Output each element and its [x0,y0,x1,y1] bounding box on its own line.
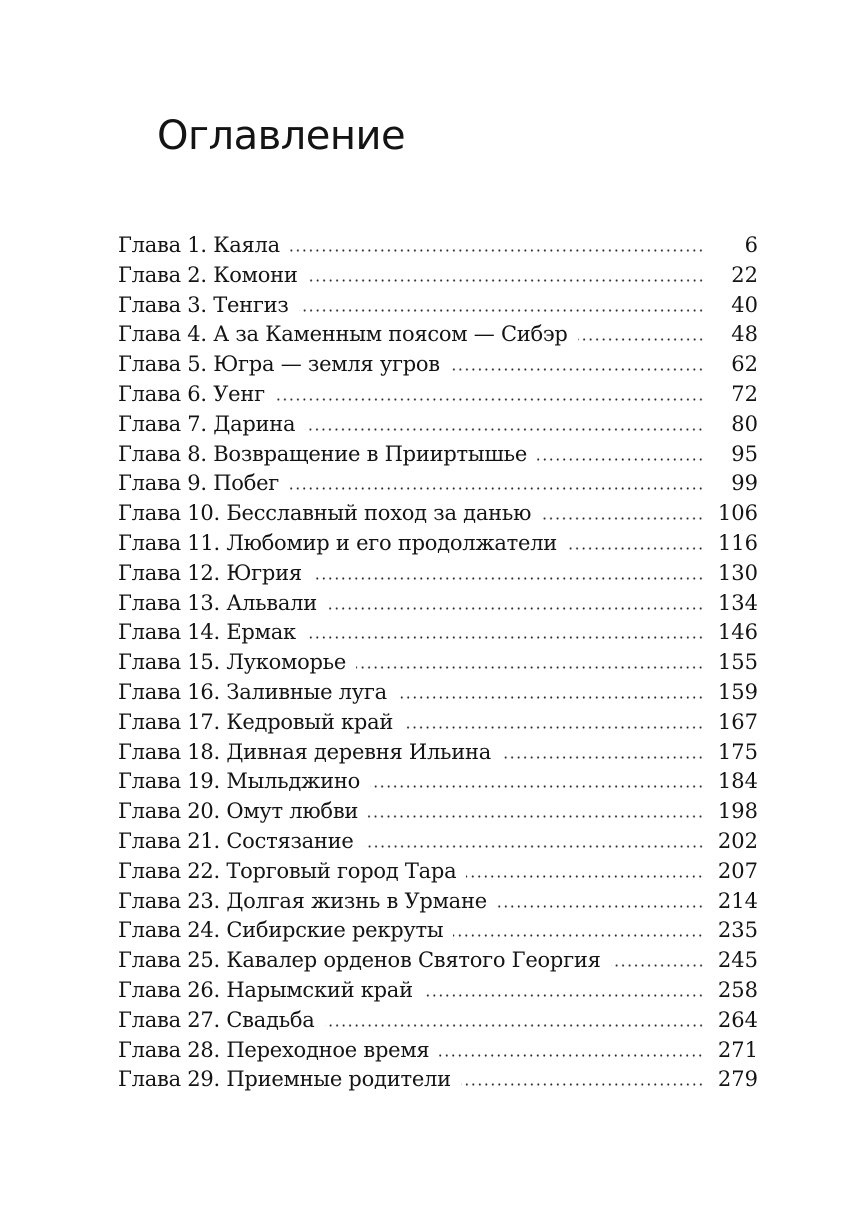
toc-entry-title: Глава 14. Ермак [118,620,296,645]
toc-entry [118,767,758,797]
toc-entry [118,1065,758,1095]
dot-leader [299,309,704,312]
dot-leader [439,1054,704,1057]
toc-entry-page-number: 146 [717,620,758,645]
toc-entry-title: Глава 26. Нарымский край [118,977,413,1002]
dot-leader [403,726,704,729]
toc-entry-page-number: 235 [717,918,758,943]
toc-entry-page-number: 95 [731,441,758,466]
dot-leader [275,398,704,401]
toc-entry [118,916,758,946]
toc-entry-page-number: 62 [731,352,758,377]
toc-entry-title: Глава 25. Кавалер орденов Святого Георгия [118,948,601,973]
toc-entry-title: Глава 10. Бесславный поход за данью [118,501,532,526]
dot-leader [501,756,704,759]
toc-entry-title: Глава 16. Заливные луга [118,679,387,704]
dot-leader [611,964,704,967]
toc-entry-page-number: 202 [717,828,758,853]
toc-entry [118,380,758,410]
page-title: Оглавление [157,113,406,159]
toc-entry-page-number: 40 [731,292,758,317]
toc-entry [118,976,758,1006]
toc-entry-title: Глава 1. Каяла [118,233,280,257]
dot-leader [289,487,704,490]
toc-entry-page-number: 80 [731,411,758,436]
toc-entry [118,469,758,499]
dot-leader [290,249,704,252]
toc-entry [118,857,758,887]
toc-entry-page-number: 279 [717,1067,758,1092]
toc-entry-page-number: 198 [717,799,758,824]
toc-entry-page-number: 184 [717,769,758,794]
toc-entry-page-number: 116 [717,530,758,555]
toc-entry-title: Глава 24. Сибирские рекруты [118,918,444,943]
dot-leader [461,1083,704,1086]
toc-entry-title: Глава 21. Состязание [118,828,354,853]
dot-leader [466,875,704,878]
toc-entry-page-number: 264 [717,1007,758,1032]
dot-leader [308,279,704,282]
dot-leader [497,905,704,908]
toc-entry-page-number: 48 [731,322,758,347]
dot-leader [368,815,704,818]
toc-entry-title: Глава 9. Побег [118,471,280,496]
toc-entry [118,291,758,321]
toc-entry [118,1006,758,1036]
toc-entry-title: Глава 2. Комони [118,262,298,287]
dot-leader [541,517,704,520]
dot-leader [306,636,704,639]
dot-leader [567,547,704,550]
dot-leader [397,696,704,699]
toc-entry [118,827,758,857]
toc-entry-title: Глава 13. Альвали [118,590,317,615]
toc-entry [118,499,758,529]
dot-leader [537,458,704,461]
toc-entry-page-number: 6 [744,233,758,257]
toc-entry [118,261,758,291]
toc-entry-page-number: 155 [717,650,758,675]
toc-entry-page-number: 258 [717,977,758,1002]
dot-leader [578,338,704,341]
dot-leader [305,428,704,431]
toc-entry-page-number: 22 [731,262,758,287]
toc-entry [118,440,758,470]
toc-entry [118,231,758,261]
toc-entry-title: Глава 27. Свадьба [118,1007,315,1032]
toc-entry-title: Глава 4. А за Каменным поясом — Сибэр [118,322,568,347]
toc-entry [118,559,758,589]
dot-leader [325,1024,704,1027]
toc-entry [118,1036,758,1066]
toc-entry-page-number: 214 [717,888,758,913]
dot-leader [327,607,704,610]
toc-entry-page-number: 106 [717,501,758,526]
toc-entry [118,946,758,976]
toc-entry [118,589,758,619]
toc-entry-title: Глава 5. Югра — земля угров [118,352,440,377]
toc-entry-title: Глава 11. Любомир и его продолжатели [118,530,558,555]
toc-entry-title: Глава 23. Долгая жизнь в Урмане [118,888,487,913]
toc-entry [118,708,758,738]
dot-leader [450,368,704,371]
toc-entry-title: Глава 22. Торговый город Тара [118,858,457,883]
toc-entry [118,648,758,678]
toc-entry-page-number: 134 [717,590,758,615]
toc-entry-title: Глава 18. Дивная деревня Ильина [118,739,492,764]
toc-entry-page-number: 175 [717,739,758,764]
toc-entry-title: Глава 12. Югрия [118,560,302,585]
toc-entry-page-number: 245 [717,948,758,973]
toc-entry-page-number: 72 [731,381,758,406]
toc-entry [118,738,758,768]
dot-leader [364,845,704,848]
toc-entry [118,797,758,827]
toc-entry-page-number: 207 [717,858,758,883]
dot-leader [356,666,704,669]
toc-entry-title: Глава 17. Кедровый край [118,709,394,734]
toc-entry-title: Глава 29. Приемные родители [118,1067,451,1092]
toc-entry-page-number: 99 [731,471,758,496]
dot-leader [312,577,704,580]
toc-entry [118,678,758,708]
toc-entry [118,529,758,559]
toc-entry-title: Глава 28. Переходное время [118,1037,430,1062]
toc-entry [118,410,758,440]
toc-entry [118,887,758,917]
toc-entry [118,320,758,350]
toc-entry-title: Глава 6. Уенг [118,381,265,406]
toc-entry-page-number: 130 [717,560,758,585]
toc-entry [118,618,758,648]
toc-entry-title: Глава 19. Мыльджино [118,769,360,794]
table-of-contents [118,231,758,1095]
toc-entry-page-number: 159 [717,679,758,704]
toc-entry-title: Глава 15. Лукоморье [118,650,347,675]
toc-entry-title: Глава 3. Тенгиз [118,292,289,317]
toc-entry [118,350,758,380]
toc-entry-page-number: 167 [717,709,758,734]
toc-entry-title: Глава 20. Омут любви [118,799,359,824]
toc-entry-title: Глава 8. Возвращение в Прииртышье [118,441,528,466]
dot-leader [423,994,704,997]
toc-entry-page-number: 271 [717,1037,758,1062]
dot-leader [453,934,704,937]
dot-leader [370,785,704,788]
toc-entry-title: Глава 7. Дарина [118,411,296,436]
